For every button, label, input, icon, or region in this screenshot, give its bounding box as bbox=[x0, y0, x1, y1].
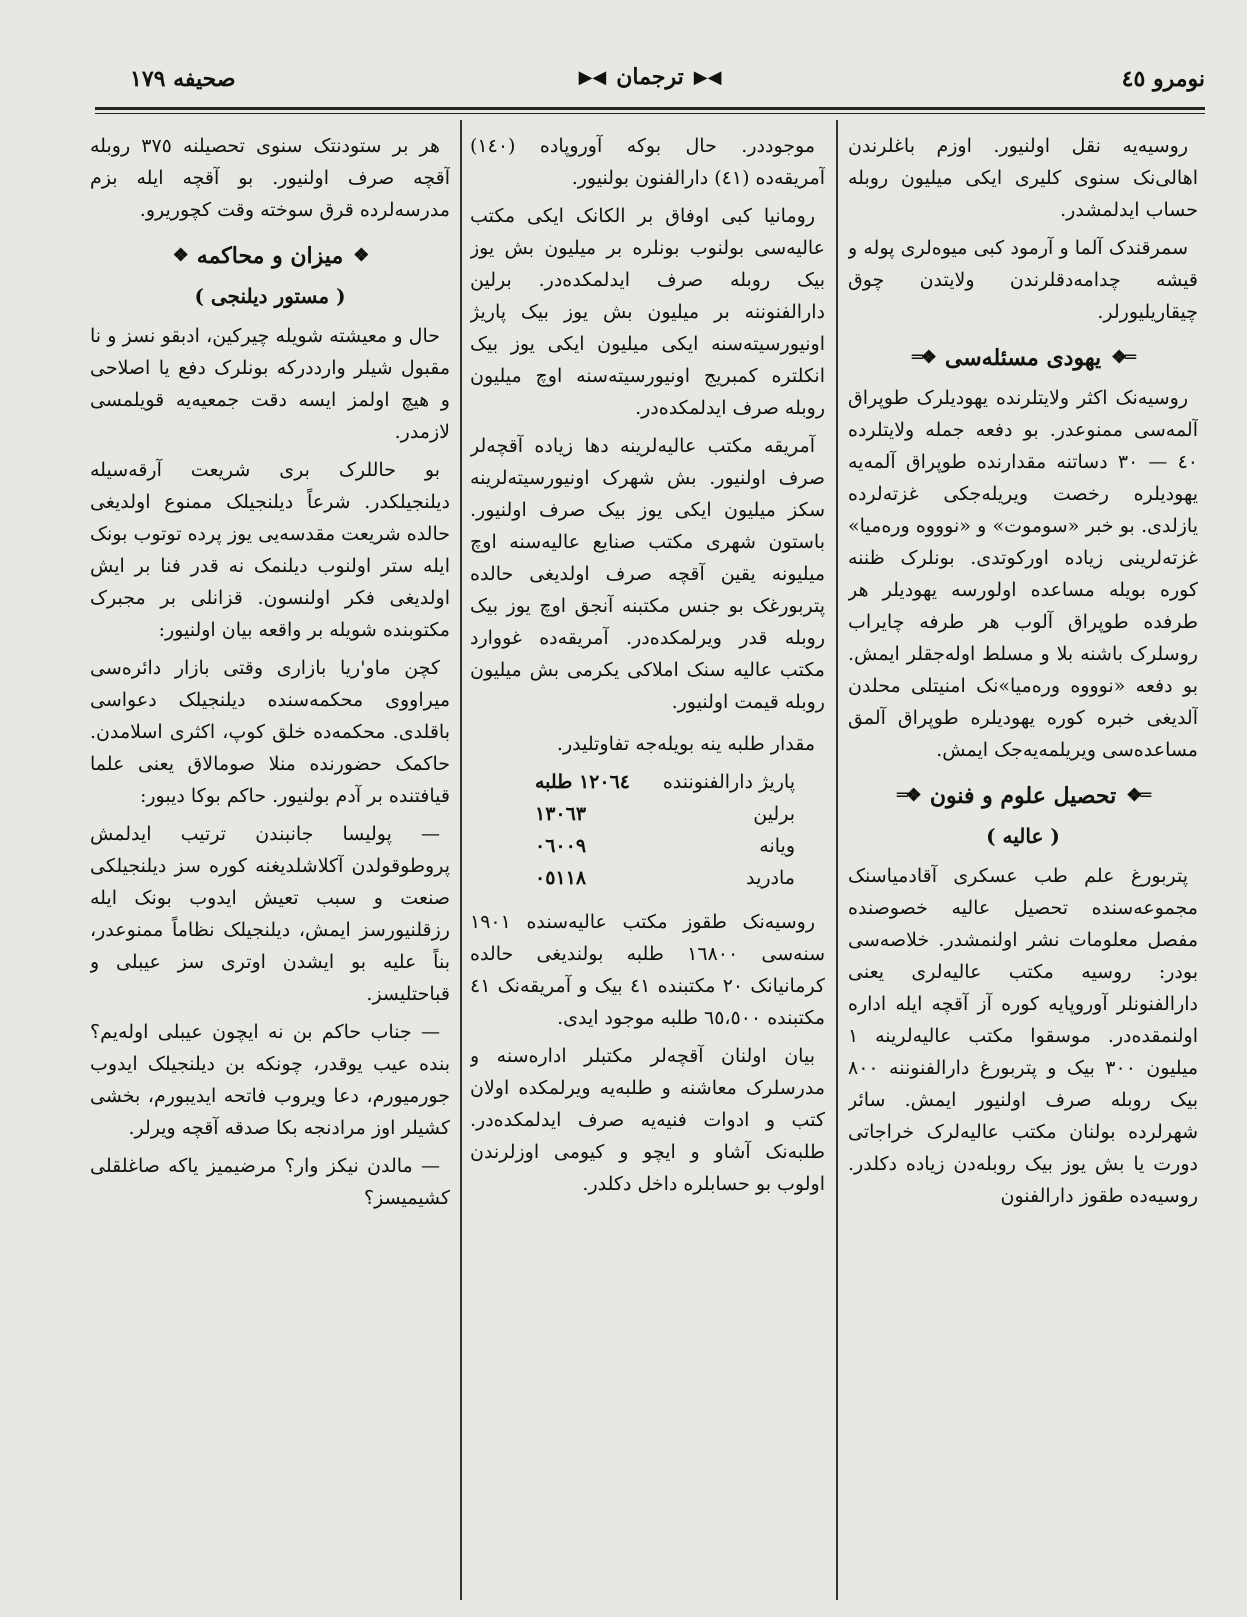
paragraph: سمرقندک آلما و آرمود کبی میوه‌لری پوله و قیشه چدامه‌دقلرندن ولایتدن چوق چیقاریلیورلر. bbox=[848, 237, 1198, 323]
column-middle bbox=[470, 130, 825, 1600]
column-divider bbox=[460, 120, 462, 1600]
ornament-icon: ❖═ bbox=[896, 785, 920, 806]
heading-text: تحصیل علوم و فنون bbox=[929, 783, 1117, 809]
paragraph: — پولیسا جانبندن ترتیب ایدلمش پروطوقولدن آکلاشلدیغنه کوره سز دیلنجیلکی صنعت و سبب تعیش ایدوب بونک ایله رزقلنیورسز ایمش، دیلنجیلک نظاماً ممنوعدر، بناً علیه بو ایشدن اوتری سز عیبلی و قباحتلیسز. bbox=[90, 823, 450, 1005]
ornament-icon: ❖═ bbox=[911, 347, 935, 368]
column-divider bbox=[836, 120, 838, 1600]
paragraph: — جناب حاکم بن نه ایچون عیبلی اوله‌یم؟ بنده عیب یوقدر، چونکه بن دیلنجیلک ایدوب جورمیورم، دعا ویروب فاتحه ایدیبورم، بخشی کشیلر اوز مرادنجه بکا صدقه آقچه ویرلر. bbox=[90, 1021, 450, 1139]
issue-number: نومرو ٤٥ bbox=[1121, 66, 1205, 92]
header-rule bbox=[95, 107, 1205, 110]
paragraph: بیان اولنان آقچه‌لر مکتبلر اداره‌سنه و مدرسلرک معاشنه و طلبه‌یه ویرلمکده اولان کتب و ادوات فنیه‌یه صرف ایدلمکده‌در. طلبه‌نک آشاو و ایچو و کیومی اوزلرندن اولوب بو حسابلره داخل دکلدر. bbox=[470, 1045, 825, 1195]
page-number: صحیفه ١٧٩ bbox=[130, 66, 236, 92]
paragraph: روسیه‌نک اکثر ولایتلرنده یهودیلرک طوپراق آلمه‌سی ممنوعدر. بو دفعه جمله ولایتلرده ٤٠ — ٣٠ دساتنه مقدارنده طوپراق آلمه‌یه یهودیلره رخصت ویریله‌جکی غزته‌لرده یازلدی. بو خبر «سوموت» و «نوووه وره‌میا» غزته‌لرینی زیاده اورکوتدی. بونلرک ظننه کوره بویله مساعده اولورسه یهودیلر هر طرفده طوپراق آلوب هر طرفه چایراب روسلرک باشنه بلا و مسلط اوله‌جقلر ایمش. بو دفعه «نوووه وره‌میا»نک امنیتلی محلدن آلدیغی خبره کوره یهودیلره طوپراق آلمق مساعده‌سی ویریلمه‌یه‌جک ایمش. bbox=[848, 387, 1198, 761]
ornament-icon: ═❖ bbox=[1126, 785, 1150, 806]
paragraph: رومانیا کبی اوفاق بر الکانک ایکی مکتب عالیه‌سی بولنوب بونلره بر میلیون بش یوز بیک روبله صرف ایدلمکده‌در. برلین دارالفنوننه بر میلیون بش یوز بیک پاریژ اونیورسیته‌سنه ایکی میلیون ایکی یوز بیک انکلتره کمبریج اونیورسیته‌سنه اوچ میلیون روبله صرف ایدلمکده‌در. bbox=[470, 205, 825, 419]
student-count: ١٢٠٦٤ طلبه bbox=[535, 771, 630, 793]
column-right bbox=[848, 130, 1198, 1600]
paragraph: موجوددر. حال بوکه آوروپاده (١٤٠) آمریقه‌ده (٤١) دارالفنون بولنیور. bbox=[470, 135, 825, 189]
ornament-icon: ❖ bbox=[172, 245, 187, 266]
paragraph: — مالدن نیکز وار؟ مرضیمیز یاکه صاغلقلی کشیمیسز؟ bbox=[90, 1155, 450, 1209]
student-count: ٠٦٠٠٩ bbox=[535, 835, 587, 857]
section-heading bbox=[90, 240, 450, 272]
heading-text: میزان و محاکمه bbox=[196, 243, 344, 269]
table-row bbox=[535, 862, 795, 894]
header-rule-thin bbox=[95, 113, 1205, 114]
paragraph: روسیه‌نک طقوز مکتب عالیه‌سنده ١٩٠١ سنه‌سی ١٦٨٠٠ طلبه بولندیغی حالده کرمانیانک ٢٠ مکتبنده ٤١ بیک و آمریقه‌نک ٤١ مکتبنده ٦٥،٥٠٠ طلبه موجود ایدی. bbox=[470, 911, 825, 1029]
column-left bbox=[90, 130, 450, 1600]
student-count: ٠٥١١٨ bbox=[535, 867, 587, 889]
student-stats-table bbox=[470, 766, 825, 894]
paragraph: حال و معیشته شویله چیرکین، ادبقو نسز و نا مقبول شیلر وارددرکه بونلرک دفع یا اصلاحی و هیچ اولمز ایسه دقت جمعیه‌یه قویلمسی لازمدر. bbox=[90, 325, 450, 443]
section-subheading: ( عالیه ) bbox=[986, 824, 1060, 848]
paragraph: آمریقه مکتب عالیه‌لرینه دها زیاده آقچه‌لر صرف اولنیور. بش شهرک اونیورسیته‌لرینه سکز میلیون ایکی یوز بیک صرف اولنیور. باستون شهری مکتب صنایع عالیه‌سنه اوچ میلیونه یقین آقچه صرف اولدیغی حالده پتربورغک بو جنس مکتبنه آنجق اوچ یوز بیک روبله قدر ویرلمکده‌در. آمریقه‌ده غووارد مکتب عالیه سنک املاکی یکرمی بش میلیون روبله قیمت اولنیور. bbox=[470, 435, 825, 713]
section-heading bbox=[848, 342, 1198, 374]
section-subheading: ( مستور دیلنجی ) bbox=[194, 284, 346, 308]
title-text: ترجمان bbox=[616, 64, 684, 90]
heading-text: یهودی مسئله‌سی bbox=[944, 345, 1102, 371]
section-heading bbox=[848, 780, 1198, 812]
paragraph: هر بر ستودنتک سنوی تحصیلنه ٣٧٥ روبله آقچه صرف اولنیور. بو آقچه ایله بزم مدرسه‌لرده قرق سوخته وقت کچوریرو. bbox=[90, 135, 450, 221]
ornament-icon: ◀▶ bbox=[578, 66, 607, 88]
city-name: پاریژ دارالفنوننده bbox=[662, 771, 795, 793]
paragraph: مقدار طلبه ینه بویله‌جه تفاوتلیدر. bbox=[556, 733, 815, 755]
paragraph: بو حاللرک بری شریعت آرقه‌سیله دیلنجیلکدر. شرعاً دیلنجیلک ممنوع اولدیغی حالده شریعت مقدسه‌یی یوز پرده توتوب بونک ایله ستر اولنوب دیلنمک نه قدر فنا بر ایش اولدیغی فکر اولنسون. قزانلی بر مجبرک مکتوبنده شویله بر واقعه بیان اولنیور: bbox=[90, 459, 450, 641]
student-count: ١٣٠٦٣ bbox=[535, 803, 587, 825]
masthead bbox=[95, 60, 1205, 102]
city-name: ویانه bbox=[759, 835, 795, 857]
paragraph: کچن ماو'ریا بازاری وقتی بازار دائره‌سی میراووی محکمه‌سنده دیلنجیلک دعواسی باقلدی. محکمه‌ده خلق کوپ، اکثری اسلامدن. حاکمک حضورنده منلا صومالاق یعنی علما قیافتنده بر آدم بولنیور. حاکم بوکا دیبور: bbox=[90, 657, 450, 807]
city-name: مادرید bbox=[746, 867, 795, 889]
ornament-icon: ◀▶ bbox=[693, 66, 722, 88]
ornament-icon: ❖ bbox=[353, 245, 368, 266]
table-row bbox=[535, 798, 795, 830]
paragraph: روسیه‌یه نقل اولنیور. اوزم باغلرندن اهالی‌نک سنوی کلیری ایکی میلیون روبله حساب ایدلمشدر. bbox=[848, 135, 1198, 221]
city-name: برلین bbox=[753, 803, 795, 825]
paragraph: پتربورغ علم طب عسکری آقادمیاسنک مجموعه‌سنده تحصیل عالیه خصوصنده مفصل معلومات نشر اولنمشدر. خلاصه‌سی بودر: روسیه مکتب عالیه‌لری یعنی دارالفنونلر آوروپایه کوره آز آقچه ایله اداره اولنمقده‌در. موسقوا مکتب عالیه‌لرینه ١ میلیون ٣٠٠ بیک و پتربورغ دارالفنوننه ٨٠٠ بیک روبله صرف اولنیور ایمش. سائر شهرلرده بولنان مکتب عالیه‌لرک خراجاتی دورت یا بش یوز بیک روبله‌دن زیاده دکلدر. روسیه‌ده طقوز دارالفنون bbox=[848, 865, 1198, 1207]
ornament-icon: ═❖ bbox=[1111, 347, 1135, 368]
newspaper-title bbox=[579, 64, 722, 90]
table-row bbox=[535, 830, 795, 862]
table-row bbox=[535, 766, 795, 798]
